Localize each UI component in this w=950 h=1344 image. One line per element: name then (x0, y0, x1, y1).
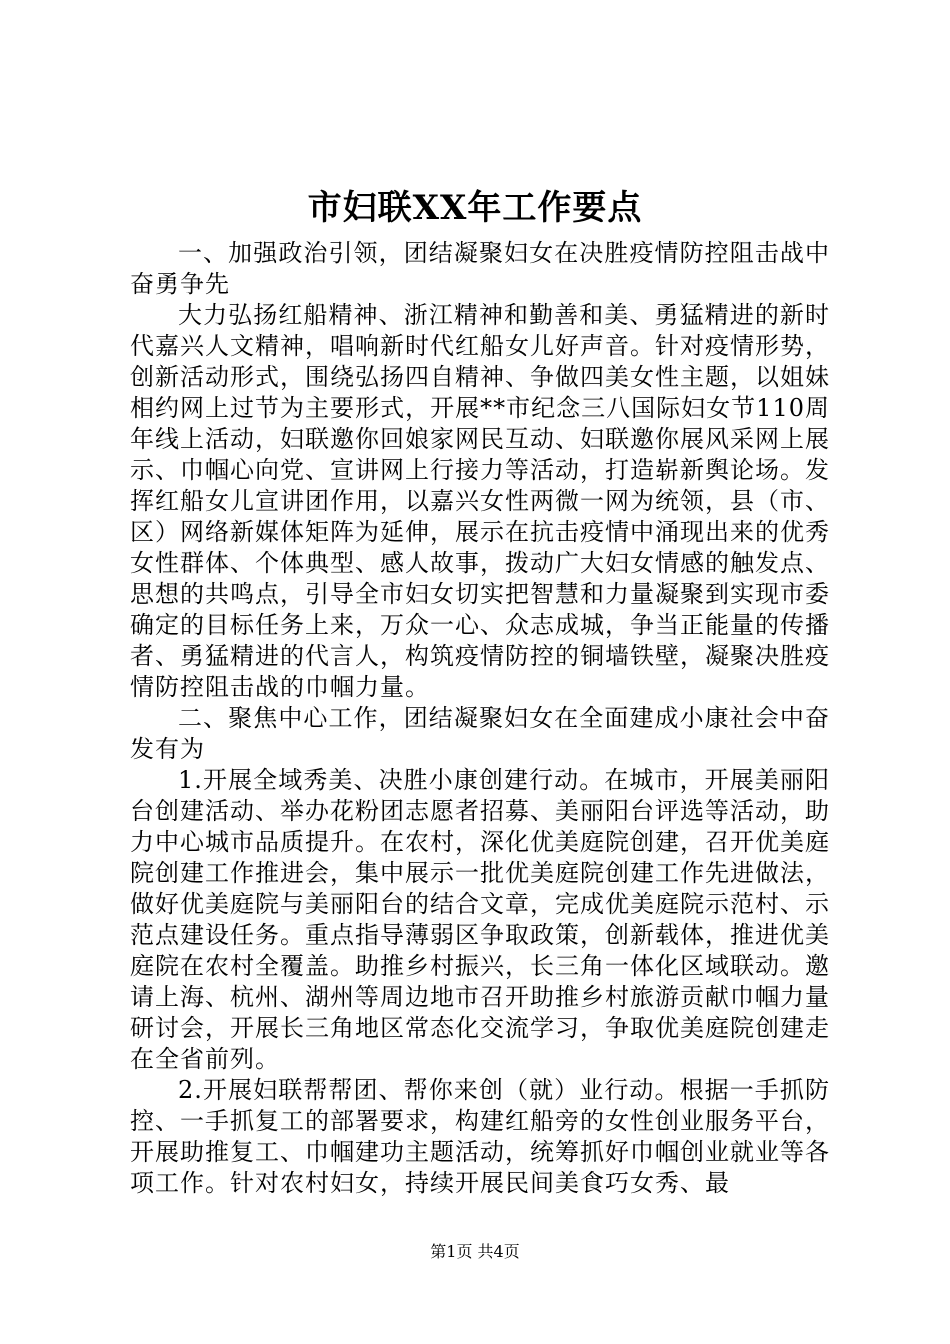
body-paragraph: 大力弘扬红船精神、浙江精神和勤善和美、勇猛精进的新时代嘉兴人文精神，唱响新时代红船女儿好声音。针对疫情形势，创新活动形式，围绕弘扬四自精神、争做四美女性主题，以姐妹相约网上过节为主要形式，开展**市纪念三八国际妇女节110周年线上活动，妇联邀你回娘家网民互动、妇联邀你展风采网上展示、巾帼心向党、宣讲网上行接力等活动，打造崭新舆论场。发挥红船女儿宣讲团作用，以嘉兴女性两微一网为统领，县（市、区）网络新媒体矩阵为延伸，展示在抗击疫情中涌现出来的优秀女性群体、个体典型、感人故事，拨动广大妇女情感的触发点、思想的共鸣点，引导全市妇女切实把智慧和力量凝聚到实现市委确定的目标任务上来，万众一心、众志成城，争当正能量的传播者、勇猛精进的代言人，构筑疫情防控的铜墙铁壁，凝聚决胜疫情防控阻击战的巾帼力量。 (130, 301, 830, 701)
section-heading-2: 二、聚焦中心工作，团结凝聚妇女在全面建成小康社会中奋发有为 (130, 704, 830, 763)
section-heading-1: 一、加强政治引领，团结凝聚妇女在决胜疫情防控阻击战中奋勇争先 (130, 239, 830, 298)
body-paragraph: 1.开展全域秀美、决胜小康创建行动。在城市，开展美丽阳台创建活动、举办花粉团志愿者招募、美丽阳台评选等活动，助力中心城市品质提升。在农村，深化优美庭院创建，召开优美庭院创建工作推进会，集中展示一批优美庭院创建工作先进做法，做好优美庭院与美丽阳台的结合文章，完成优美庭院示范村、示范点建设任务。重点指导薄弱区争取政策，创新载体，推进优美庭院在农村全覆盖。助推乡村振兴，长三角一体化区域联动。邀请上海、杭州、湖州等周边地市召开助推乡村旅游贡献巾帼力量研讨会，开展长三角地区常态化交流学习，争取优美庭院创建走在全省前列。 (130, 766, 830, 1073)
document-title: 市妇联XX年工作要点 (307, 188, 643, 228)
document-body (130, 238, 830, 1199)
page-footer: 第1页 共4页 (430, 1242, 520, 1261)
body-paragraph: 2.开展妇联帮帮团、帮你来创（就）业行动。根据一手抓防控、一手抓复工的部署要求，构建红船旁的女性创业服务平台，开展助推复工、巾帼建功主题活动，统筹抓好巾帼创业就业等各项工作。针对农村妇女，持续开展民间美食巧女秀、最 (130, 1076, 830, 1197)
